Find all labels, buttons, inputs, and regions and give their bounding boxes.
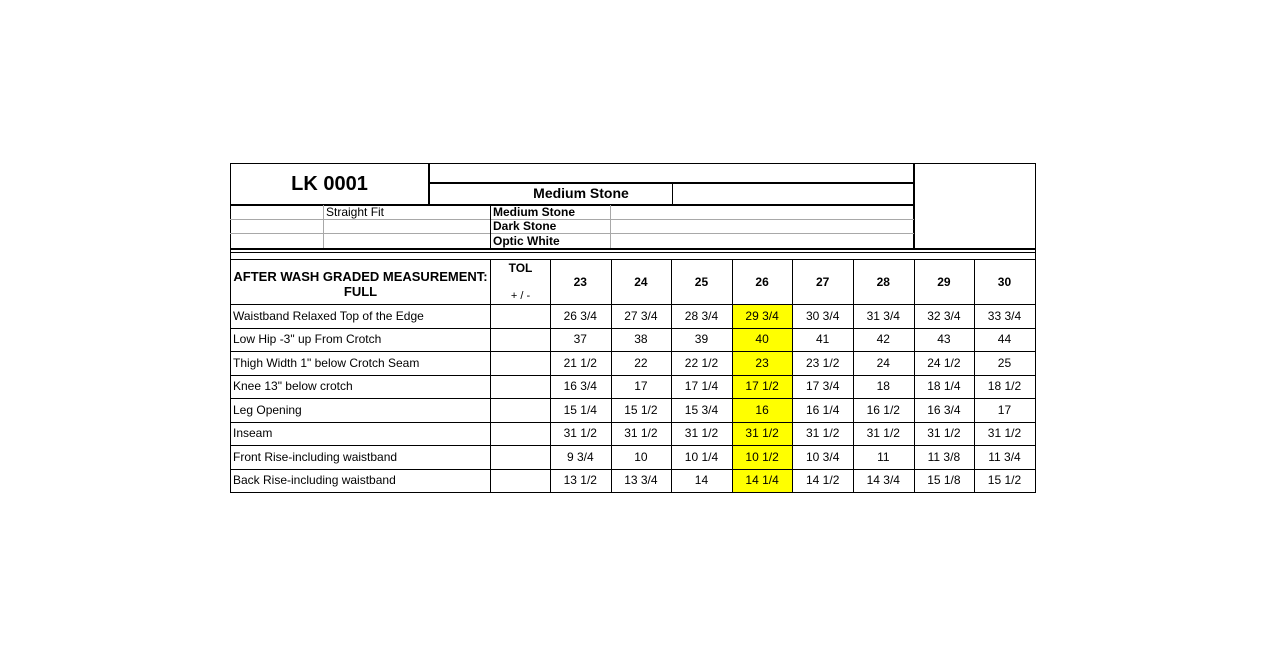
measurement-value: 14 3/4 (866, 473, 900, 488)
measurement-value: 28 3/4 (684, 308, 719, 323)
size-header-28: 28 (876, 274, 890, 289)
measurement-value: 44 (997, 332, 1012, 347)
measurement-value: 10 1/2 (745, 449, 779, 464)
measurement-value: 22 (634, 355, 648, 370)
tol-value (490, 469, 550, 493)
measurement-value: 40 (755, 332, 769, 347)
measurement-value: 17 3/4 (806, 379, 840, 394)
measurement-value: 10 3/4 (806, 449, 840, 464)
tol-value (490, 445, 550, 469)
measurement-value: 23 1/2 (806, 355, 840, 370)
measurement-value: 10 1/4 (684, 449, 719, 464)
measurement-value: 25 (997, 355, 1012, 370)
color-option-3: Optic White (493, 234, 560, 248)
measurement-value: 21 1/2 (563, 355, 597, 370)
measurement-value: 38 (634, 332, 648, 347)
measurement-label: Front Rise-including waistband (233, 449, 398, 464)
measurement-value: 22 1/2 (684, 355, 719, 370)
measurement-value: 30 3/4 (806, 308, 840, 323)
measurement-value: 31 1/2 (927, 426, 961, 441)
measurement-value: 17 (997, 402, 1012, 417)
measurement-value: 16 (755, 402, 769, 417)
color-title: Medium Stone (533, 185, 629, 201)
measurement-label: Low Hip -3" up From Crotch (233, 332, 382, 347)
measurement-value: 33 3/4 (987, 308, 1022, 323)
measurement-value: 31 1/2 (684, 426, 719, 441)
size-header-25: 25 (694, 274, 709, 289)
measurement-value: 41 (816, 332, 830, 347)
measurement-value: 15 1/4 (563, 402, 597, 417)
tol-value (490, 328, 550, 352)
size-header-26: 26 (755, 274, 769, 289)
measurement-value: 31 1/2 (563, 426, 597, 441)
measurement-value: 11 (877, 449, 890, 464)
measurement-value: 16 1/2 (866, 402, 900, 417)
table-title (231, 269, 490, 299)
measurement-value: 14 (694, 473, 709, 488)
measurement-label: Leg Opening (233, 402, 302, 417)
measurement-value: 31 1/2 (987, 426, 1022, 441)
measurement-value: 18 1/4 (927, 379, 961, 394)
measurement-value: 14 1/2 (806, 473, 840, 488)
measurement-value: 13 3/4 (624, 473, 658, 488)
measurement-value: 15 1/2 (624, 402, 658, 417)
color-option-2: Dark Stone (493, 219, 557, 233)
measurement-value: 15 1/8 (927, 473, 961, 488)
measurement-label: Thigh Width 1" below Crotch Seam (233, 355, 420, 370)
measurement-value: 31 3/4 (866, 308, 900, 323)
measurement-value: 31 1/2 (624, 426, 658, 441)
measurement-value: 29 3/4 (745, 308, 779, 323)
measurement-value: 42 (876, 332, 890, 347)
measurement-value: 24 (876, 355, 890, 370)
tol-value (490, 304, 550, 328)
measurement-value: 17 1/2 (745, 379, 779, 394)
measurement-value: 16 3/4 (927, 402, 961, 417)
tol-header: TOL (508, 261, 533, 275)
measurement-value: 37 (573, 332, 587, 347)
measurement-value: 18 1/2 (987, 379, 1022, 394)
style-number: LK 0001 (291, 173, 368, 195)
measurement-value: 14 1/4 (745, 473, 779, 488)
tol-value (490, 375, 550, 399)
color-option-1: Medium Stone (493, 205, 576, 219)
measurement-value: 17 1/4 (684, 379, 719, 394)
measurement-value: 18 (876, 379, 890, 394)
size-header-24: 24 (634, 274, 648, 289)
measurement-value: 10 (634, 449, 648, 464)
tol-subheader: + / - (510, 290, 531, 302)
size-header-23: 23 (573, 274, 587, 289)
measurement-value: 32 3/4 (927, 308, 961, 323)
tol-value (490, 351, 550, 375)
measurement-value: 11 3/4 (988, 449, 1021, 464)
measurement-value: 31 1/2 (745, 426, 779, 441)
measurement-value: 27 3/4 (624, 308, 658, 323)
tol-value (490, 422, 550, 446)
table-title-text: AFTER WASH GRADED MEASUREMENT: FULL (233, 269, 488, 299)
measurement-value: 24 1/2 (927, 355, 961, 370)
measurement-value: 31 1/2 (866, 426, 900, 441)
measurement-value: 17 (634, 379, 648, 394)
size-header-29: 29 (937, 274, 951, 289)
measurement-value: 9 3/4 (566, 449, 594, 464)
measurement-label: Inseam (233, 426, 273, 441)
size-header-27: 27 (816, 274, 830, 289)
measurement-value: 16 1/4 (806, 402, 840, 417)
measurement-value: 11 3/8 (927, 449, 961, 464)
measurement-value: 26 3/4 (563, 308, 597, 323)
tol-value (490, 398, 550, 422)
measurement-label: Waistband Relaxed Top of the Edge (233, 308, 424, 323)
measurement-label: Knee 13" below crotch (233, 379, 353, 394)
size-header-30: 30 (997, 274, 1012, 289)
measurement-label: Back Rise-including waistband (233, 473, 396, 488)
measurement-value: 15 1/2 (987, 473, 1022, 488)
measurement-value: 13 1/2 (563, 473, 597, 488)
measurement-value: 16 3/4 (563, 379, 597, 394)
measurement-value: 39 (694, 332, 709, 347)
measurement-value: 23 (755, 355, 769, 370)
fit-label: Straight Fit (326, 205, 385, 219)
measurement-value: 15 3/4 (684, 402, 719, 417)
measurement-value: 31 1/2 (806, 426, 840, 441)
measurement-value: 43 (937, 332, 951, 347)
